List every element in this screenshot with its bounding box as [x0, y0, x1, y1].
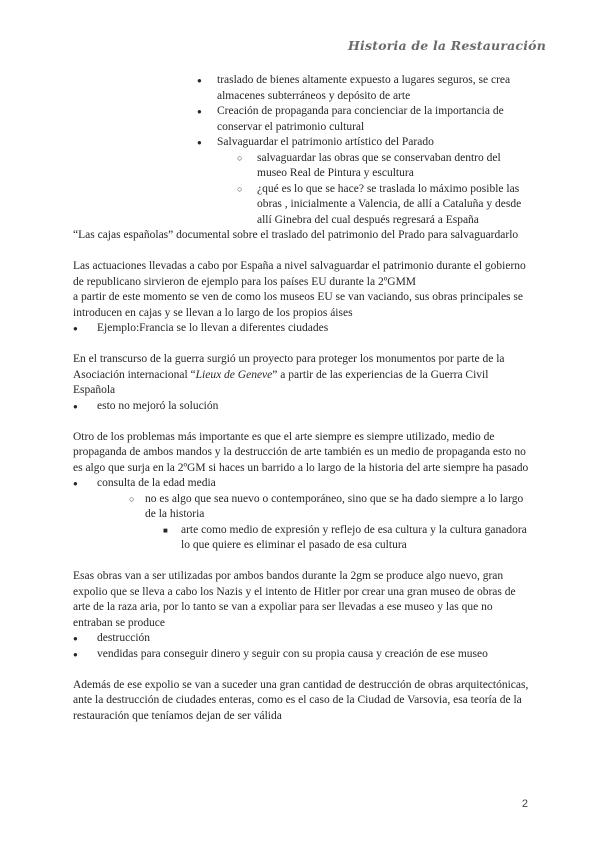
- sub-sub-list-item: ■ arte como medio de expresión y reflejo de esa cultura y la cultura ganadora lo que quiere es eliminar el pasado de esa cultura: [73, 523, 533, 554]
- top-list: [73, 73, 533, 228]
- page-content: [73, 73, 533, 724]
- paragraph-problemas: Otro de los problemas más importante es que el arte siempre es siempre utilizado, medio de propaganda de ambos mandos y la destrucción de arte también es un medio de propaganda esto no es algo que surja en la 2ºGM si haces un barrido a lo largo de la historia del arte siempre ha pasado: [73, 430, 529, 474]
- list-item: ● Ejemplo:Francia se lo llevan a diferentes ciudades: [73, 321, 533, 337]
- list-item: ● consulta de la edad media: [73, 476, 533, 492]
- list-item: ● vendidas para conseguir dinero y seguir con su propia causa y creación de ese museo: [73, 647, 533, 663]
- text-span: En el transcurso de la guerra surgió un proyecto para proteger los monumentos por parte de la Asociación internacional “: [73, 353, 505, 381]
- italic-title: Lieux de Geneve: [195, 368, 273, 381]
- list-item: ● Salvaguardar el patrimonio artístico del Parado: [73, 135, 533, 151]
- page-number: 2: [521, 798, 528, 810]
- paragraph-obras: Esas obras van a ser utilizadas por ambos bandos durante la 2gm se produce algo nuevo, gran expolio que se lleva a cabo los Nazis y el intento de Hitler por crear una gran museo de obras de arte de la raza aria, por lo tanto se van a expoliar para ser llevadas a ese museo y las que no entraban se produce: [73, 570, 516, 629]
- text-span: ” a partir de las experiencias de la Guerra Civil Española: [73, 368, 489, 396]
- paragraph-actuaciones-1: Las actuaciones llevadas a cabo por España a nivel salvaguardar el patrimonio durante el gobierno de republicano sirvieron de ejemplo para los países EU durante la 2ºGMM: [73, 260, 526, 288]
- list-item: ● destrucción: [73, 631, 533, 647]
- paragraph-actuaciones-2: a partir de este momento se ven de como los museos EU se van vaciando, sus obras principales se introducen en cajas y se llevan a lo largo de los propios áises: [73, 291, 523, 319]
- sub-list-item: ○ no es algo que sea nuevo o contemporáneo, sino que se ha dado siempre a lo largo de la historia: [73, 492, 533, 523]
- list-item: ● traslado de bienes altamente expuesto a lugares seguros, se crea almacenes subterráneos y depósito de arte: [73, 73, 533, 104]
- sub-list-item: ○ salvaguardar las obras que se conservaban dentro del museo Real de Pintura y escultura: [73, 151, 533, 182]
- paragraph-transcurso: [73, 352, 533, 399]
- sub-list-item: ○ ¿qué es lo que se hace? se traslada lo máximo posible las obras , inicialmente a Valencia, de allí a Cataluña y desde allí Ginebra del cual después regresará a España: [73, 182, 533, 229]
- paragraph-final: Además de ese expolio se van a suceder una gran cantidad de destrucción de obras arquitectónicas, ante la destrucción de ciudades enteras, como es el caso de la Ciudad de Varsovia, esa teoría de la restauración que teníamos dejan de ser válida: [73, 678, 529, 722]
- running-header: Historia de la Restauración: [348, 38, 546, 53]
- list-item: ● esto no mejoró la solución: [73, 399, 533, 415]
- list-item: ● Creación de propaganda para concienciar de la importancia de conservar el patrimonio cultural: [73, 104, 533, 135]
- paragraph-cajas: “Las cajas españolas” documental sobre el traslado del patrimonio del Prado para salvaguardarlo: [73, 229, 519, 241]
